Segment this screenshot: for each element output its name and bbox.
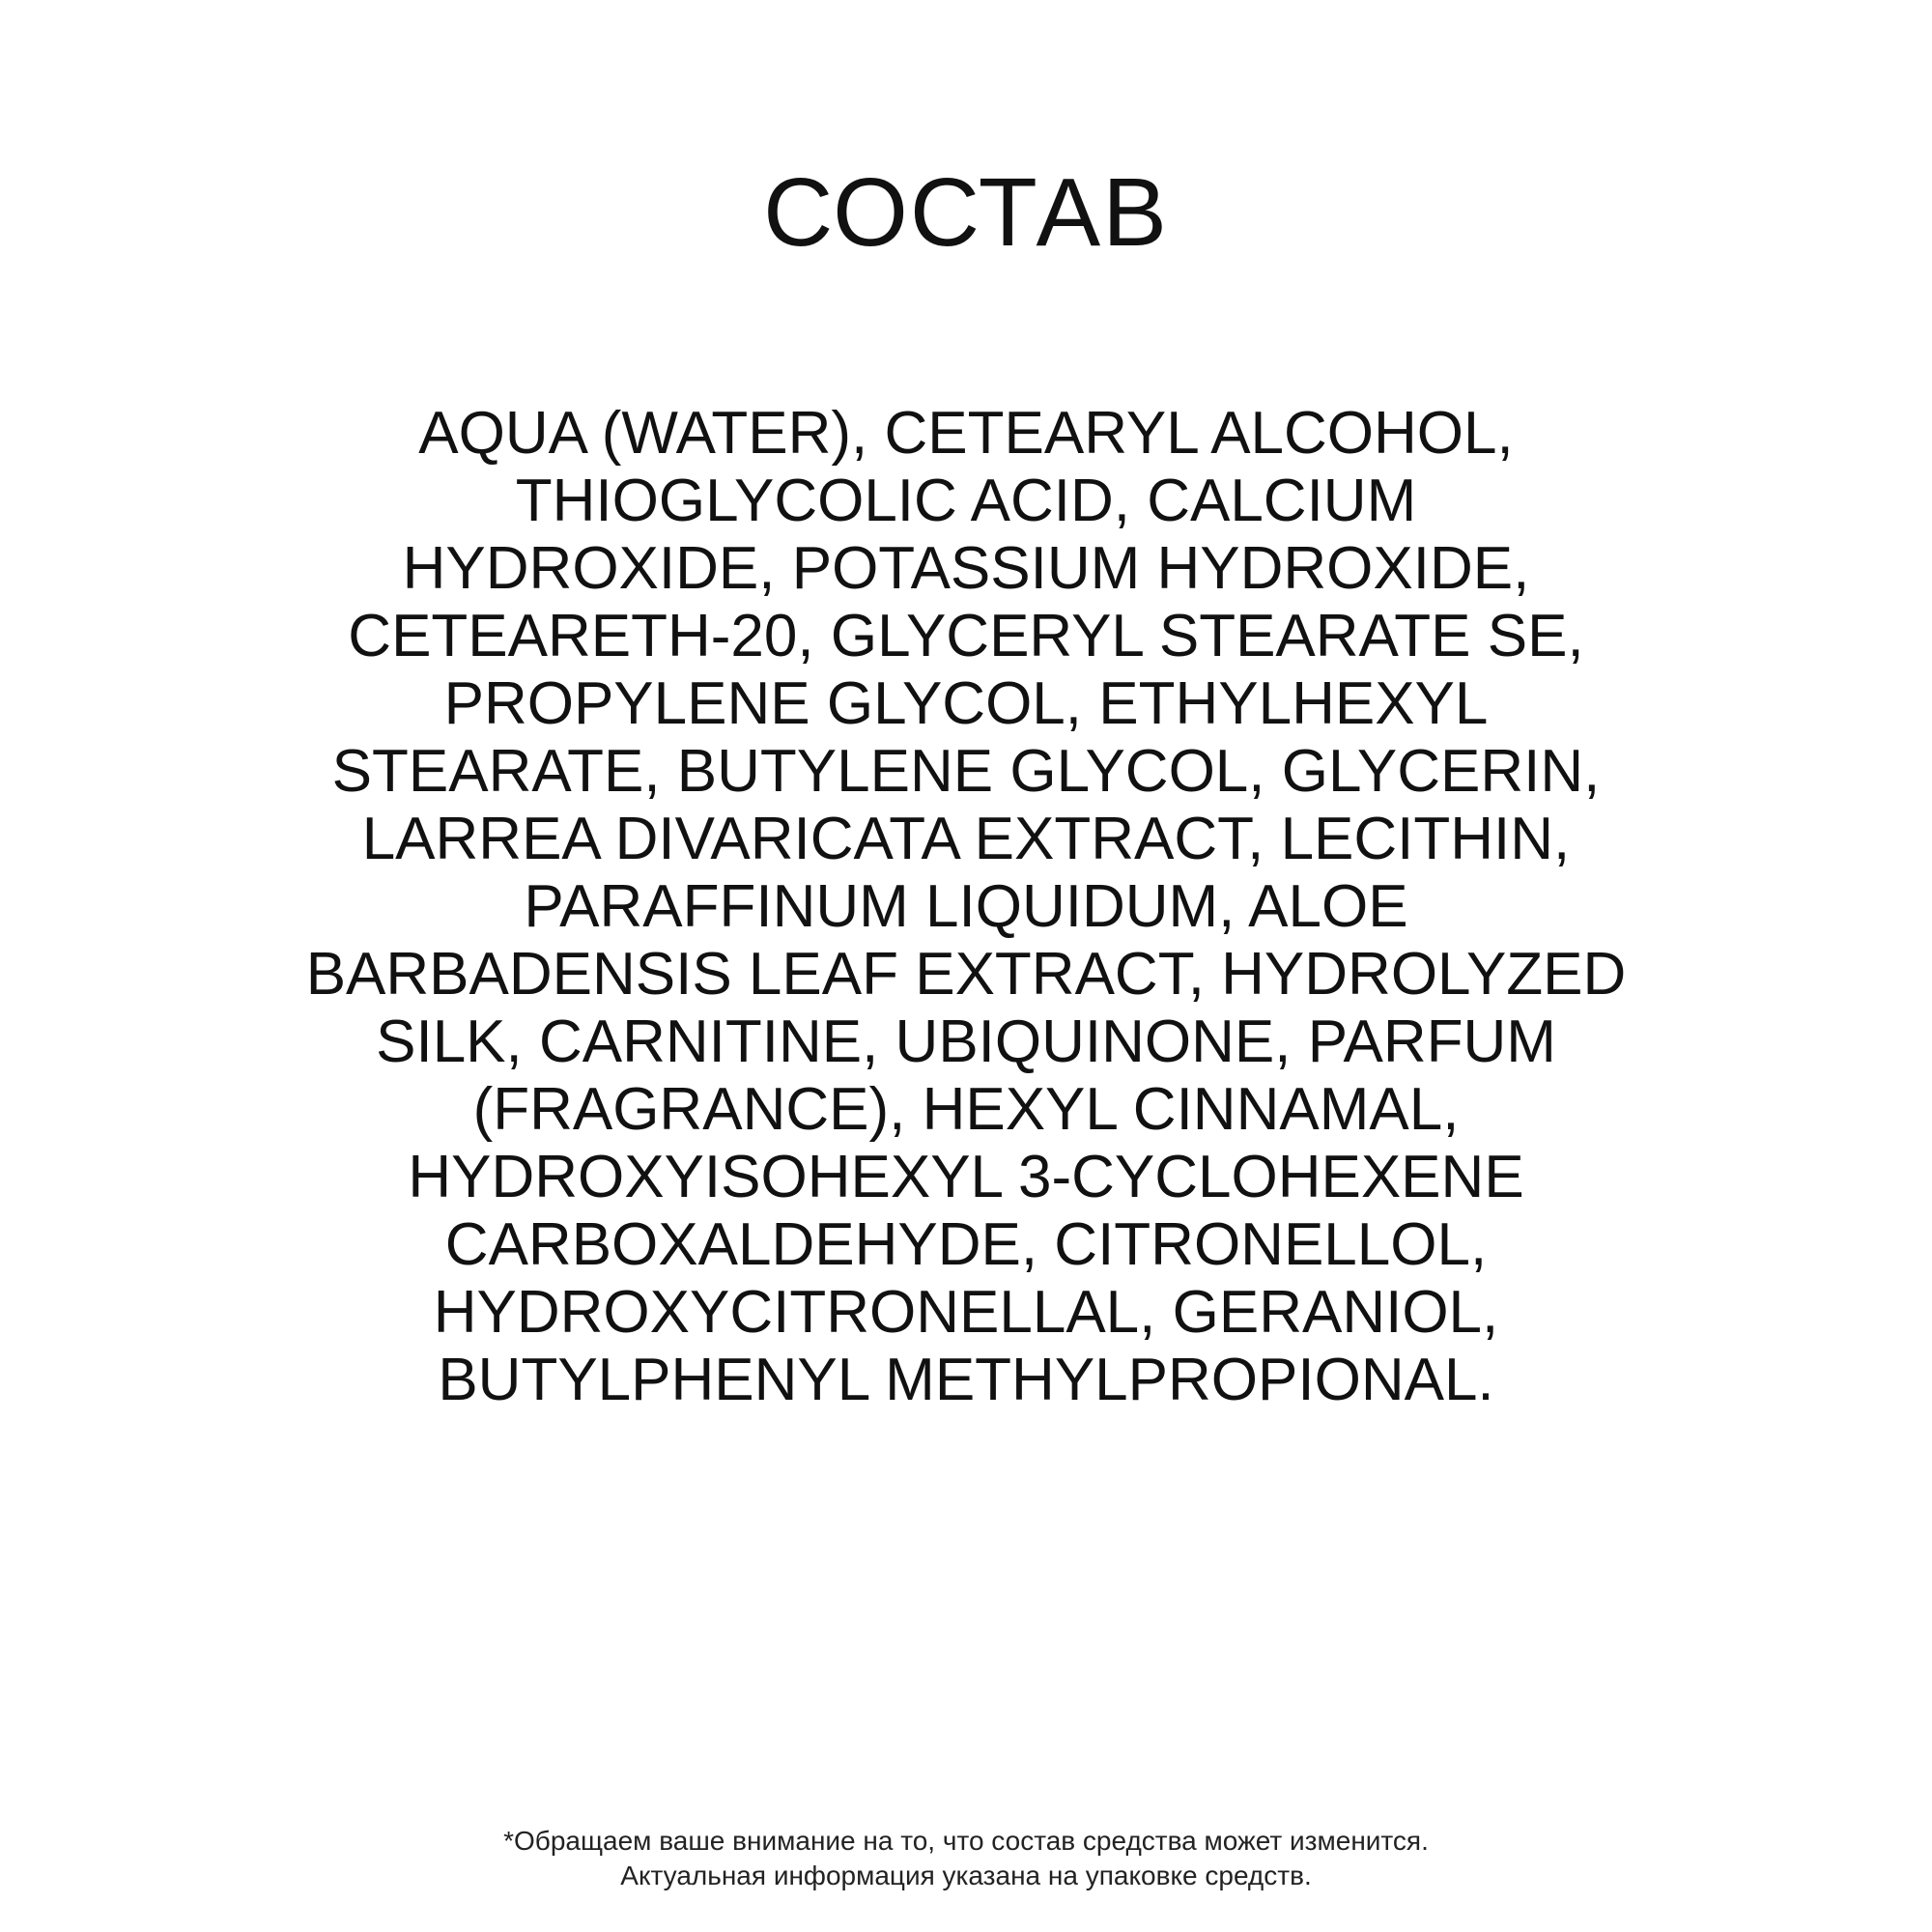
ingredients-line: THIOGLYCOLIC ACID, CALCIUM bbox=[515, 468, 1417, 534]
ingredients-line: LARREA DIVARICATA EXTRACT, LECITHIN, bbox=[361, 806, 1571, 872]
ingredients-line: HYDROXYCITRONELLAL, GERANIOL, bbox=[433, 1279, 1499, 1346]
ingredients-line: STEARATE, BUTYLENE GLYCOL, GLYCERIN, bbox=[331, 738, 1601, 805]
ingredients-list bbox=[0, 400, 1932, 1414]
ingredients-line: BARBADENSIS LEAF EXTRACT, HYDROLYZED bbox=[305, 941, 1627, 1008]
ingredients-line: (FRAGRANCE), HEXYL CINNAMAL, bbox=[472, 1076, 1460, 1143]
page-title: СОСТАВ bbox=[763, 158, 1169, 267]
ingredients-line: CETEARETH-20, GLYCERYL STEARATE SE, bbox=[348, 603, 1584, 669]
ingredients-line: HYDROXIDE, POTASSIUM HYDROXIDE, bbox=[402, 535, 1530, 602]
ingredients-line: SILK, CARNITINE, UBIQUINONE, PARFUM bbox=[376, 1009, 1556, 1075]
ingredients-line: HYDROXYISOHEXYL 3-CYCLOHEXENE bbox=[408, 1144, 1524, 1210]
ingredients-line: PROPYLENE GLYCOL, ETHYLHEXYL bbox=[443, 670, 1489, 737]
ingredients-line: BUTYLPHENYL METHYLPROPIONAL. bbox=[438, 1347, 1494, 1413]
disclaimer-footnote bbox=[0, 1824, 1932, 1893]
ingredients-line: PARAFFINUM LIQUIDUM, ALOE bbox=[524, 873, 1408, 940]
ingredients-line: AQUA (WATER), CETEARYL ALCOHOL, bbox=[418, 400, 1514, 467]
ingredients-line: CARBOXALDEHYDE, CITRONELLOL, bbox=[444, 1211, 1488, 1278]
footnote-line: Актуальная информация указана на упаковке средств. bbox=[620, 1861, 1312, 1890]
footnote-line: *Обращаем ваше внимание на то, что состав средства может изменится. bbox=[503, 1826, 1429, 1856]
